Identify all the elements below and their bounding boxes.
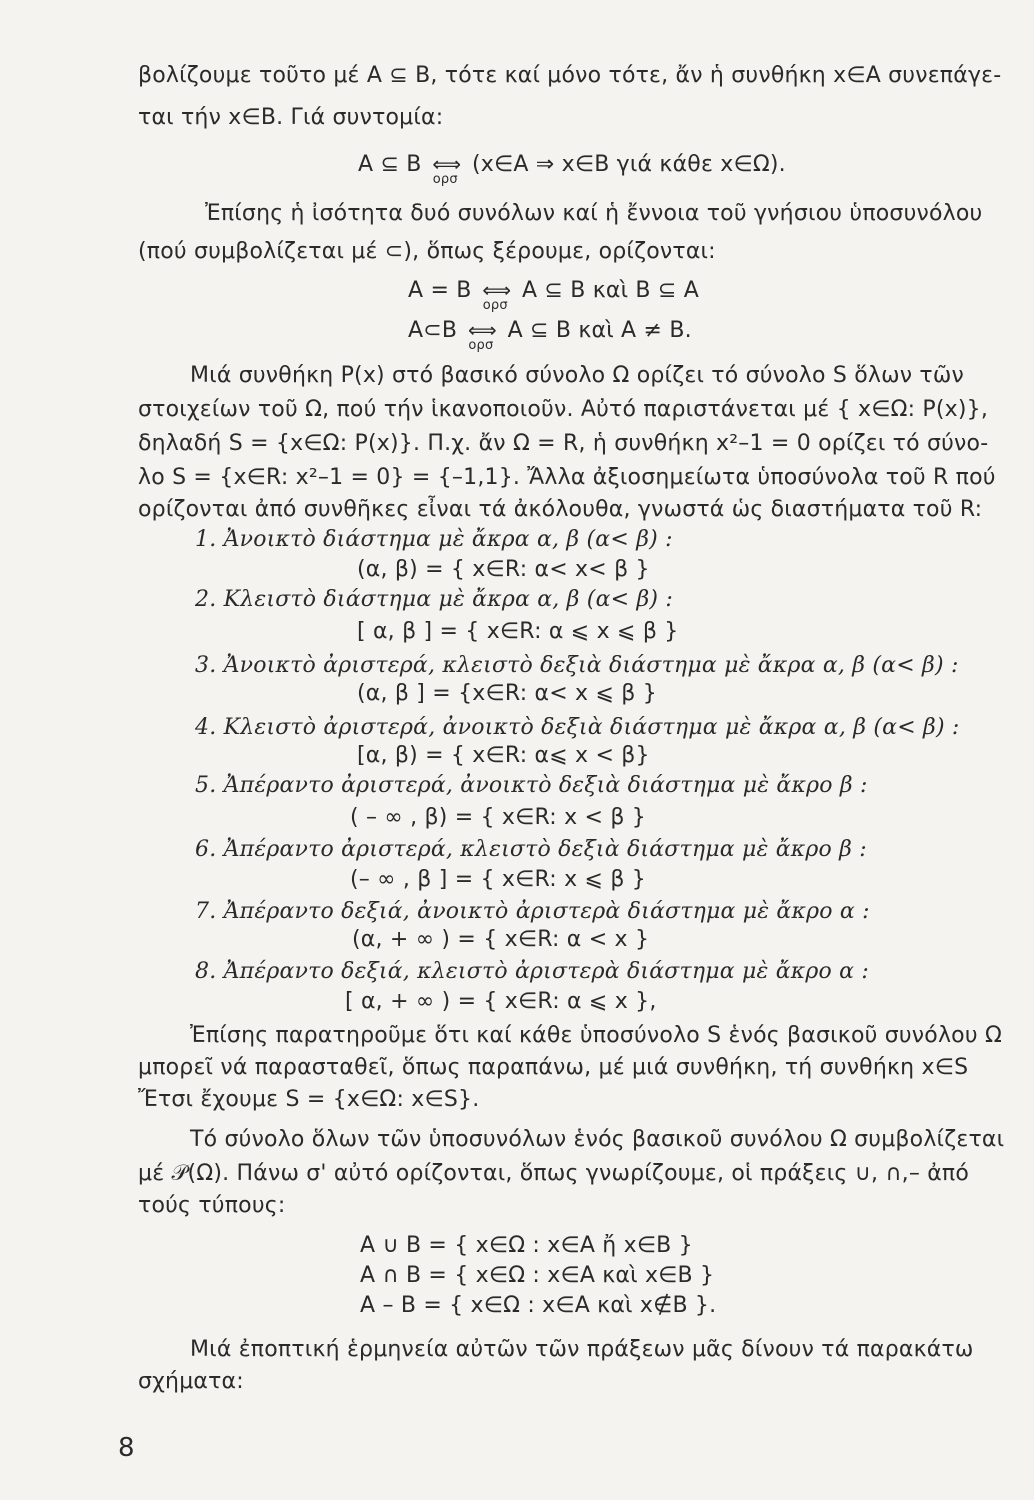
formula-right: A ⊆ B καὶ A ≠ B.	[507, 318, 692, 343]
double-arrow-icon: ⟺	[432, 152, 462, 176]
interval-item-7: 7. Ἀπέραντο δεξιά, ἀνοικτὸ ἀριστερὰ διάστημα μὲ ἄκρο α :	[195, 899, 870, 924]
interval-item-4: 4. Κλειστὸ ἀριστερά, ἀνοικτὸ δεξιὰ διάστημα μὲ ἄκρα α, β (α< β) :	[195, 715, 960, 740]
page-number: 8	[118, 1433, 135, 1463]
set-operation-union: A ∪ B = { x∈Ω : x∈A ἤ x∈B }	[360, 1233, 693, 1258]
formula-left: A⊂B	[408, 318, 458, 343]
text-line: μέ 𝒫(Ω). Πάνω σ' αὐτό ορίζονται, ὅπως γνωρίζουμε, οἱ πράξεις ∪, ∩,– ἀπό	[138, 1161, 970, 1186]
interval-formula-7: (α, + ∞ ) = { x∈R: α < x }	[352, 927, 650, 952]
text-line: βολίζουμε τοῦτο μέ A ⊆ B, τότε καί μόνο τότε, ἄν ἡ συνθήκη x∈A συνεπάγε-	[138, 63, 1002, 88]
text-line: Τό σύνολο ὅλων τῶν ὑποσυνόλων ἑνός βασικοῦ συνόλου Ω συμβολίζεται	[190, 1127, 1005, 1152]
iff-arrow	[479, 276, 515, 313]
text-line: ται τήν x∈B. Γιά συντομία:	[138, 105, 444, 130]
text-line: δηλαδή S = {x∈Ω: P(x)}. Π.χ. ἄν Ω = R, ἡ συνθήκη x²–1 = 0 ορίζει τό σύνο-	[138, 431, 989, 456]
interval-item-3: 3. Ἀνοικτὸ ἀριστερά, κλειστὸ δεξιὰ διάστημα μὲ ἄκρα α, β (α< β) :	[195, 653, 959, 678]
interval-formula-8: [ α, + ∞ ) = { x∈R: α ⩽ x },	[345, 989, 657, 1014]
interval-formula-6: (– ∞ , β ] = { x∈R: x ⩽ β }	[350, 867, 646, 892]
interval-formula-3: (α, β ] = {x∈R: α< x ⩽ β }	[357, 681, 657, 706]
text-line: μπορεῖ νά παρασταθεῖ, ὅπως παραπάνω, μέ μιά συνθήκη, τή συνθήκη x∈S	[138, 1055, 969, 1080]
text-line: στοιχείων τοῦ Ω, πού τήν ἱκανοποιοῦν. Αὐτό παριστάνεται μέ { x∈Ω: P(x)},	[138, 397, 989, 422]
double-arrow-icon: ⟺	[467, 318, 497, 342]
arrow-label: ορσ	[432, 172, 458, 187]
formula-proper-subset-definition	[408, 316, 692, 353]
interval-formula-2: [ α, β ] = { x∈R: α ⩽ x ⩽ β }	[357, 619, 679, 644]
set-operation-intersection: A ∩ B = { x∈Ω : x∈A καὶ x∈B }	[360, 1263, 715, 1288]
interval-item-8: 8. Ἀπέραντο δεξιά, κλειστὸ ἀριστερὰ διάστημα μὲ ἄκρο α :	[195, 959, 870, 984]
formula-equality-definition	[408, 276, 699, 313]
interval-item-2: 2. Κλειστὸ διάστημα μὲ ἄκρα α, β (α< β) :	[195, 587, 673, 612]
formula-left: A ⊆ B	[358, 152, 422, 177]
formula-right: (x∈A ⇒ x∈B γιά κάθε x∈Ω).	[471, 152, 786, 177]
interval-item-1: 1. Ἀνοικτὸ διάστημα μὲ ἄκρα α, β (α< β) :	[195, 527, 673, 552]
iff-arrow	[464, 316, 500, 353]
interval-item-5: 5. Ἀπέραντο ἀριστερά, ἀνοικτὸ δεξιὰ διάστημα μὲ ἄκρο β :	[195, 773, 868, 798]
formula-subset-definition	[358, 150, 786, 187]
arrow-label: ορσ	[482, 298, 508, 313]
set-operation-difference: A – B = { x∈Ω : x∈A καὶ x∉B }.	[360, 1293, 717, 1318]
formula-right: A ⊆ B καὶ B ⊆ A	[521, 278, 699, 303]
interval-item-6: 6. Ἀπέραντο ἀριστερά, κλειστὸ δεξιὰ διάστημα μὲ ἄκρο β :	[195, 837, 867, 862]
text-line: ορίζονται ἀπό συνθῆκες εἶναι τά ἀκόλουθα, γνωστά ὡς διαστήματα τοῦ R:	[138, 497, 983, 522]
text-line: Μιά συνθήκη P(x) στό βασικό σύνολο Ω ορίζει τό σύνολο S ὅλων τῶν	[190, 363, 964, 388]
text-line: Μιά ἐποπτική ἑρμηνεία αὐτῶν τῶν πράξεων μᾶς δίνουν τά παρακάτω	[190, 1337, 974, 1362]
formula-left: A = B	[408, 278, 472, 303]
double-arrow-icon: ⟺	[482, 278, 512, 302]
arrow-label: ορσ	[468, 338, 494, 353]
interval-formula-1: (α, β) = { x∈R: α< x< β }	[357, 557, 650, 582]
interval-formula-5: ( – ∞ , β) = { x∈R: x < β }	[350, 805, 646, 830]
text-line: τούς τύπους:	[138, 1193, 286, 1218]
text-line: λο S = {x∈R: x²–1 = 0} = {–1,1}. Ἄλλα ἀξιοσημείωτα ὑποσύνολα τοῦ R πού	[138, 465, 996, 490]
text-line: σχήματα:	[138, 1369, 244, 1394]
interval-formula-4: [α, β) = { x∈R: α⩽ x < β}	[357, 743, 650, 768]
iff-arrow	[429, 150, 465, 187]
text-line: (πού συμβολίζεται μέ ⊂), ὅπως ξέρουμε, ορίζονται:	[138, 239, 716, 264]
text-line: Ἐπίσης ἡ ἰσότητα δυό συνόλων καί ἡ ἔννοια τοῦ γνήσιου ὑποσυνόλου	[205, 201, 983, 226]
text-line: Ἐπίσης παρατηροῦμε ὅτι καί κάθε ὑποσύνολο S ἑνός βασικοῦ συνόλου Ω	[190, 1023, 1002, 1048]
text-line: Ἔτσι ἔχουμε S = {x∈Ω: x∈S}.	[138, 1087, 480, 1112]
